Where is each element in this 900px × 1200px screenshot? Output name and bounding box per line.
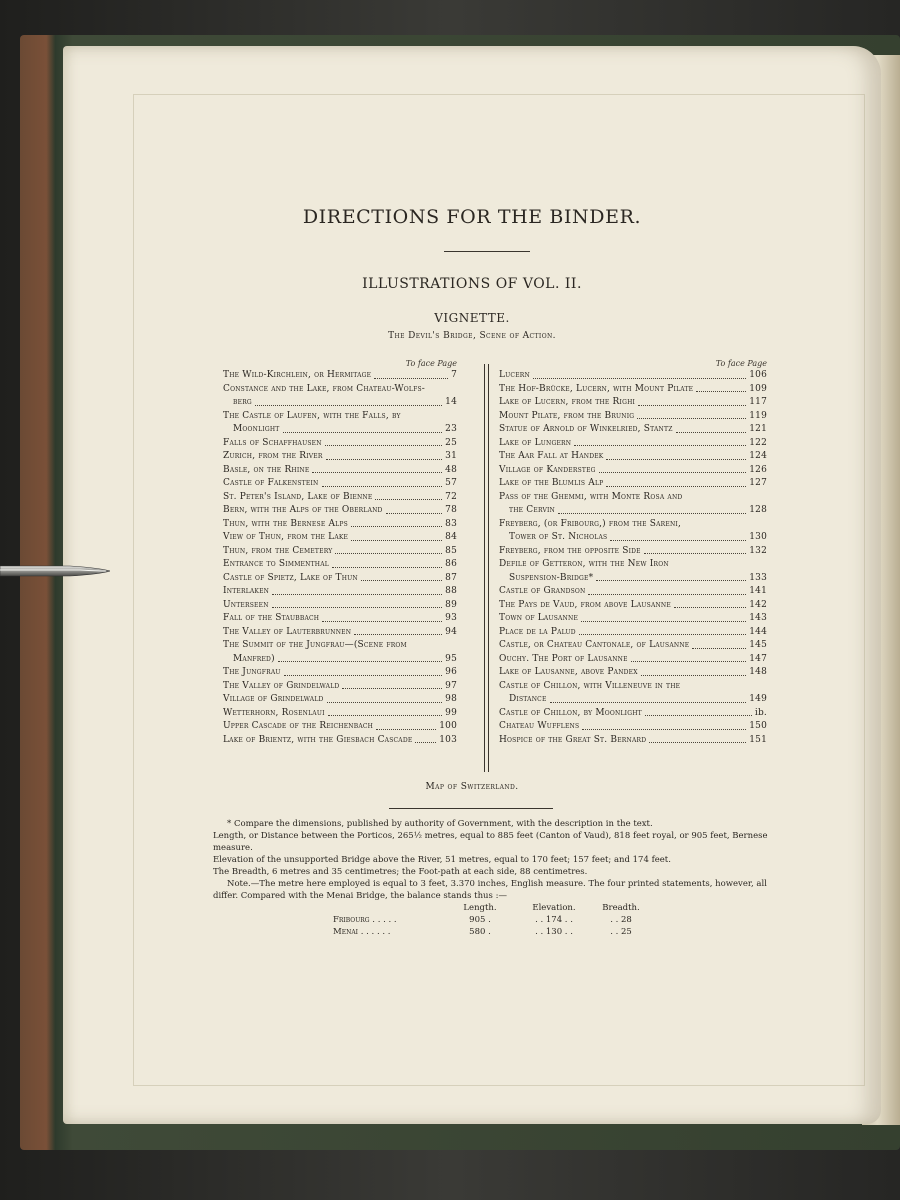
left-entry-page: 31 [445, 451, 457, 461]
left-entry-page: 57 [445, 478, 457, 488]
table-row [333, 926, 651, 938]
right-entry-title: Hospice of the Great St. Bernard [499, 734, 647, 745]
table-header-cell: Breadth. [602, 903, 640, 913]
right-entry [499, 653, 767, 667]
left-entry [223, 666, 457, 680]
right-entry-title: Lake of the Blumlis Alp [499, 478, 604, 488]
right-entry-title: Suspension-Bridge* [509, 572, 594, 583]
page-subtitle: ILLUSTRATIONS OF VOL. II. [362, 276, 582, 292]
left-entry-page: 84 [445, 532, 457, 542]
right-entry [499, 531, 767, 545]
right-entry-page: 124 [749, 451, 767, 461]
right-entry-title: Chateau Wufflens [499, 721, 580, 731]
dot-leader [696, 391, 746, 392]
right-entry [499, 396, 767, 410]
left-entry-title: Thun, from the Cemetery [223, 545, 333, 556]
left-entry [223, 693, 457, 707]
table-row [333, 914, 651, 926]
table-cell: . . 130 . . [535, 927, 573, 937]
left-entry-title: St. Peter's Island, Lake of Bienne [223, 491, 373, 502]
left-entry [223, 531, 457, 545]
dot-leader [386, 513, 443, 514]
left-entry [223, 599, 457, 613]
right-entry-page: 119 [749, 410, 767, 421]
dot-leader [335, 553, 442, 554]
left-entry [223, 734, 457, 748]
vignette-item [63, 331, 881, 341]
dot-leader [325, 445, 442, 446]
right-entry [499, 369, 767, 383]
right-entry-page: 122 [749, 437, 767, 448]
dot-leader [579, 634, 746, 635]
right-entry-list [499, 369, 767, 747]
right-entry [499, 437, 767, 451]
left-entry [223, 477, 457, 491]
right-entry-title: Village of Kandersteg [499, 464, 596, 475]
dot-leader [550, 702, 747, 703]
right-entry-page: 127 [749, 478, 767, 488]
dot-leader [606, 486, 746, 487]
bridge-comparison-table [333, 902, 651, 938]
left-entry-page: 97 [445, 680, 457, 691]
right-entry-title: Lake of Lungern [499, 437, 572, 448]
table-cell: 580 . [469, 927, 491, 937]
right-entry-page: 109 [749, 383, 767, 394]
left-entry-title: Unterseen [223, 599, 269, 610]
dot-leader [692, 648, 746, 649]
right-entry-title: Pass of the Ghemmi, with Monte Rosa and [499, 491, 683, 502]
right-entry [499, 410, 767, 424]
right-entry-title: the Cervin [509, 505, 555, 515]
map-line [63, 782, 881, 792]
right-entry [499, 693, 767, 707]
dot-leader [351, 526, 442, 527]
dot-leader [599, 472, 747, 473]
right-entry-page: 132 [749, 545, 767, 556]
page-knife-icon [0, 558, 110, 584]
dot-leader [327, 702, 443, 703]
left-entry-page: 23 [445, 424, 457, 434]
right-entry-page: 144 [749, 626, 767, 637]
left-entry-title: Thun, with the Bernese Alps [223, 518, 348, 529]
left-entry [223, 450, 457, 464]
dot-leader [376, 729, 436, 730]
right-entry-page: 149 [749, 694, 767, 704]
dot-leader [610, 540, 746, 541]
right-entry-page: 148 [749, 667, 767, 677]
left-entry-title: Lake of Brientz, with the Giesbach Cascade [223, 734, 413, 745]
left-entry-title: The Summit of the Jungfrau—(Scene from [223, 640, 407, 650]
table-cell: 905 . [469, 915, 491, 925]
right-entry-title: Castle of Chillon, with Villeneuve in the [499, 680, 681, 691]
right-entry-title: Defile of Getteron, with the New Iron [499, 559, 669, 569]
right-entry-page: 150 [749, 721, 767, 731]
right-entry-page: 142 [749, 599, 767, 610]
dot-leader [328, 715, 442, 716]
dot-leader [533, 378, 746, 379]
left-entry-title: Castle of Falkenstein [223, 478, 319, 488]
left-entry-title: Upper Cascade of the Reichenbach [223, 721, 374, 731]
table-header-row [333, 902, 651, 914]
right-entry [499, 720, 767, 734]
right-entry [499, 545, 767, 559]
right-entry [499, 518, 767, 532]
left-entry-title: The Castle of Laufen, with the Falls, by [223, 410, 401, 421]
left-entry [223, 383, 457, 397]
dot-leader [415, 742, 436, 743]
left-entry [223, 396, 457, 410]
right-entry-title: The Hof-Brücke, Lucern, with Mount Pilate [499, 383, 694, 394]
footnote-line: The Breadth, 6 metres and 35 centimetres; the Foot-path at each side, 88 centimetres. [213, 867, 588, 877]
left-entry [223, 545, 457, 559]
left-entry-title: View of Thun, from the Lake [223, 532, 349, 542]
dot-leader [637, 418, 746, 419]
left-entry [223, 707, 457, 721]
left-entry-page: 7 [451, 370, 457, 380]
left-entry-title: Castle of Spietz, Lake of Thun [223, 572, 358, 583]
dot-leader [638, 405, 746, 406]
left-entry-title: Zurich, from the River [223, 451, 323, 461]
footnote-line: Length, or Distance between the Porticos, 265½ metres, equal to 885 feet (Canton of Vaud), 818 feet royal, or 905 feet, Bernese measure. [213, 831, 768, 853]
right-entry-title: Castle of Grandson [499, 586, 586, 596]
right-entry-page: 106 [749, 370, 767, 380]
dot-leader [606, 459, 746, 460]
left-entry-page: 48 [445, 464, 457, 475]
table-header-cell: Elevation. [532, 903, 576, 913]
dot-leader [278, 661, 442, 662]
vignette-item-text: The Devil's Bridge, Scene of Action. [388, 331, 556, 341]
left-entry-title: Moonlight [233, 424, 280, 434]
right-column [499, 358, 767, 747]
left-entry-title: Falls of Schaffhausen [223, 437, 322, 448]
right-entry-title: Ouchy. The Port of Lausanne [499, 653, 628, 664]
right-entry-page: 143 [749, 613, 767, 623]
left-entry-page: 94 [445, 626, 457, 637]
table-cell: . . 25 [610, 927, 632, 937]
right-entry-title: The Pays de Vaud, from above Lausanne [499, 599, 671, 610]
right-entry-page: 141 [749, 586, 767, 596]
right-entry-page: 128 [749, 505, 767, 515]
right-entry [499, 558, 767, 572]
dot-leader [649, 742, 746, 743]
left-entry-page: 95 [445, 653, 457, 664]
right-entry-title: Freyberg, (or Fribourg,) from the Sareni, [499, 518, 682, 529]
right-entry-title: Distance [509, 694, 547, 704]
left-entry-page: 85 [445, 545, 457, 556]
left-entry [223, 518, 457, 532]
left-entry-title: berg [233, 397, 252, 407]
table-cell: . . 174 . . [535, 915, 573, 925]
dot-leader [644, 553, 746, 554]
left-entry-page: 86 [445, 559, 457, 569]
footnote-line: Elevation of the unsupported Bridge above the River, 51 metres, equal to 170 feet; 157 feet; and 174 feet. [213, 855, 671, 865]
right-entry-title: Tower of St. Nicholas [509, 532, 608, 542]
left-entry-title: The Wild-Kirchlein, or Hermitage [223, 370, 372, 380]
right-entry-page: 151 [749, 734, 767, 745]
left-entry [223, 558, 457, 572]
footnote-line: * Compare the dimensions, published by authority of Government, with the description in the text. [227, 819, 653, 829]
right-entry [499, 464, 767, 478]
dot-leader [574, 445, 746, 446]
right-entry [499, 423, 767, 437]
left-entry-title: The Jungfrau [223, 667, 281, 677]
dot-leader [674, 607, 746, 608]
left-entry [223, 423, 457, 437]
footnote-rule [389, 808, 553, 809]
dot-leader [581, 621, 746, 622]
dot-leader [342, 688, 442, 689]
left-entry-title: The Valley of Lauterbrunnen [223, 626, 352, 637]
right-entry-title: Castle of Chillon, by Moonlight [499, 707, 642, 718]
right-entry-page: 121 [749, 424, 767, 434]
right-entry [499, 680, 767, 694]
dot-leader [558, 513, 746, 514]
book-page [63, 46, 881, 1124]
right-entry [499, 504, 767, 518]
dot-leader [641, 675, 746, 676]
left-entry-page: 103 [439, 734, 457, 745]
left-entry [223, 464, 457, 478]
left-column-header: To face Page [405, 359, 457, 368]
dot-leader [272, 594, 442, 595]
right-entry-title: Mount Pilate, from the Brunig [499, 410, 635, 421]
left-entry-page: 99 [445, 707, 457, 718]
right-entry-page: 145 [749, 640, 767, 650]
right-entry [499, 639, 767, 653]
footnote [213, 818, 773, 902]
dot-leader [374, 378, 448, 379]
right-entry [499, 477, 767, 491]
right-entry-page: 130 [749, 532, 767, 542]
table-cell: Fribourg . . . . . [333, 915, 397, 925]
left-entry [223, 491, 457, 505]
right-entry-title: Lake of Lucern, from the Righi [499, 397, 636, 407]
left-entry [223, 680, 457, 694]
dot-leader [596, 580, 746, 581]
left-entry-page: 100 [439, 721, 457, 731]
right-entry [499, 612, 767, 626]
dot-leader [676, 432, 747, 433]
left-entry-title: Fall of the Staubbach [223, 613, 320, 623]
dot-leader [272, 607, 442, 608]
left-entry [223, 612, 457, 626]
left-entry [223, 504, 457, 518]
right-entry-page: 133 [749, 572, 767, 583]
table-cell: . . 28 [610, 915, 632, 925]
left-entry [223, 585, 457, 599]
left-entry-page: 87 [445, 572, 457, 583]
title-rule [444, 251, 530, 252]
left-entry [223, 626, 457, 640]
left-entry [223, 572, 457, 586]
dot-leader [645, 715, 752, 716]
right-entry-page: 126 [749, 464, 767, 475]
left-entry-title: The Valley of Grindelwald [223, 680, 340, 691]
left-entry [223, 720, 457, 734]
dot-leader [375, 499, 442, 500]
left-entry-page: 14 [445, 397, 457, 407]
dot-leader [332, 567, 442, 568]
right-entry-title: Town of Lausanne [499, 613, 579, 623]
left-entry-title: Entrance to Simmenthal [223, 559, 329, 569]
left-entry-page: 72 [445, 491, 457, 502]
dot-leader [582, 729, 746, 730]
right-entry [499, 450, 767, 464]
left-entry-list [223, 369, 457, 747]
right-entry-page: ib. [754, 707, 767, 718]
dot-leader [322, 486, 443, 487]
vignette-heading: VIGNETTE. [434, 311, 510, 325]
left-entry-page: 25 [445, 437, 457, 448]
right-column-header: To face Page [715, 359, 767, 368]
right-entry [499, 491, 767, 505]
table-cell: Menai . . . . . . [333, 927, 391, 937]
left-entry-page: 98 [445, 694, 457, 704]
right-entry-page: 147 [749, 653, 767, 664]
dot-leader [361, 580, 442, 581]
left-entry-title: Wetterhorn, Rosenlaui [223, 707, 325, 718]
page-title: DIRECTIONS FOR THE BINDER. [302, 206, 642, 228]
right-entry [499, 626, 767, 640]
left-entry [223, 369, 457, 383]
dot-leader [312, 472, 442, 473]
right-entry-title: The Aar Fall at Handek [499, 451, 604, 461]
left-entry-page: 88 [445, 586, 457, 596]
right-entry-title: Freyberg, from the opposite Side [499, 545, 641, 556]
table-header-cell: Length. [463, 903, 497, 913]
map-line-text: Map of Switzerland. [425, 782, 519, 792]
left-entry-title: Interlaken [223, 586, 270, 596]
right-entry-title: Lake of Lausanne, above Pandex [499, 667, 638, 677]
left-entry [223, 639, 457, 653]
left-entry-title: Constance and the Lake, from Chateau-Wolfs- [223, 383, 425, 394]
table-header-cell [333, 902, 443, 914]
right-entry-title: Lucern [499, 370, 530, 380]
left-entry-page: 78 [445, 505, 457, 515]
left-entry-page: 83 [445, 518, 457, 529]
left-entry-title: Basle, on the Rhine [223, 464, 310, 475]
right-entry [499, 572, 767, 586]
left-entry [223, 410, 457, 424]
left-entry-page: 89 [445, 599, 457, 610]
column-divider [484, 364, 489, 772]
dot-leader [283, 432, 443, 433]
left-entry-page: 93 [445, 613, 457, 623]
right-entry [499, 599, 767, 613]
dot-leader [322, 621, 442, 622]
dot-leader [588, 594, 746, 595]
dot-leader [631, 661, 747, 662]
right-entry-title: Statue of Arnold of Winkelried, Stantz [499, 424, 673, 434]
footnote-line: Note.—The metre here employed is equal to 3 feet, 3.370 inches, English measure. The four printed statements, however, all differ. Compared with the Menai Bridge, the balance stands thus :— [213, 879, 767, 901]
left-entry-title: Bern, with the Alps of the Oberland [223, 505, 383, 515]
dot-leader [326, 459, 443, 460]
right-entry-title: Place de la Palud [499, 626, 576, 637]
right-entry [499, 707, 767, 721]
left-entry-title: Manfred) [233, 653, 275, 664]
left-entry-title: Village of Grindelwald [223, 694, 324, 704]
right-entry [499, 734, 767, 748]
left-entry [223, 653, 457, 667]
right-entry [499, 383, 767, 397]
right-entry-title: Castle, or Chateau Cantonale, of Lausanne [499, 640, 690, 650]
left-entry-page: 96 [445, 667, 457, 677]
right-entry-page: 117 [749, 397, 767, 407]
dot-leader [255, 405, 442, 406]
right-entry [499, 666, 767, 680]
right-entry [499, 585, 767, 599]
left-entry [223, 437, 457, 451]
dot-leader [354, 634, 442, 635]
dot-leader [351, 540, 442, 541]
dot-leader [284, 675, 442, 676]
left-column [223, 358, 457, 747]
